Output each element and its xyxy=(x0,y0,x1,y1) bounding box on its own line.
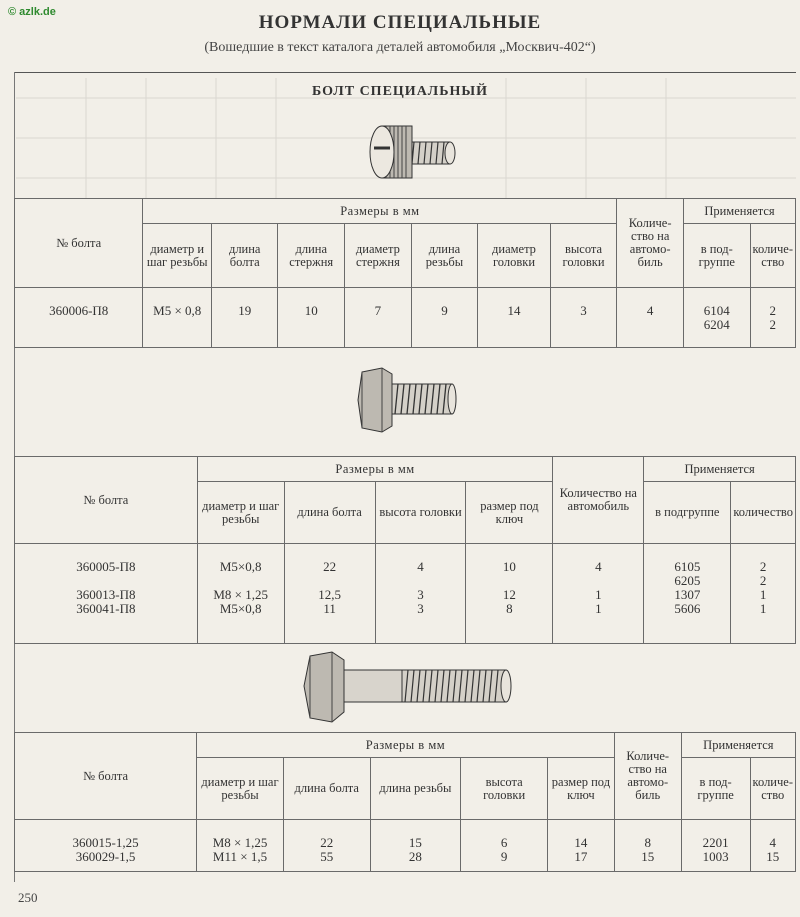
table-hex-bolt-short xyxy=(14,456,796,644)
cell-quantity: 4 15 xyxy=(750,820,795,872)
cell-qty-per-car: 8 15 xyxy=(614,820,681,872)
header-dimensions: Размеры в мм xyxy=(197,733,615,758)
hex-bolt-short-illustration xyxy=(352,366,462,434)
header-qty-per-car: Количе-ство на автомо-биль xyxy=(614,733,681,820)
cell-qty-per-car: 4 1 1 xyxy=(553,544,644,644)
knurled-bolt-illustration xyxy=(362,118,462,186)
header-head-height: высота головки xyxy=(375,482,466,544)
header-shank-diameter: диаметр стержня xyxy=(345,224,412,288)
cell-head-diameter: 14 xyxy=(478,288,551,348)
page-number: 250 xyxy=(18,890,38,905)
header-subgroup: в под-группе xyxy=(681,758,750,820)
header-wrench-size: размер под ключ xyxy=(547,758,614,820)
header-applied: Применяется xyxy=(644,457,796,482)
header-dimensions: Размеры в мм xyxy=(197,457,553,482)
frame-top-rule xyxy=(14,72,796,73)
cell-thread: М5×0,8 М8 × 1,25 М5×0,8 xyxy=(197,544,284,644)
header-head-diameter: диаметр головки xyxy=(478,224,551,288)
cell-thread-length: 15 28 xyxy=(370,820,461,872)
cell-bolt-length: 22 55 xyxy=(283,820,370,872)
header-thread-length: длина резьбы xyxy=(411,224,478,288)
header-bolt-no: № болта xyxy=(15,457,198,544)
header-thread: диаметр и шаг резьбы xyxy=(197,758,284,820)
cell-head-height: 4 3 3 xyxy=(375,544,466,644)
cell-shank-diameter: 7 xyxy=(345,288,412,348)
cell-bolt-no: 360015-1,25 360029-1,5 xyxy=(15,820,197,872)
header-shank-length: длина стержня xyxy=(278,224,345,288)
table-hex-bolt-long xyxy=(14,732,796,872)
cell-bolt-no: 360006-П8 xyxy=(15,288,143,348)
cell-thread: М8 × 1,25 М11 × 1,5 xyxy=(197,820,284,872)
header-wrench-size: размер под ключ xyxy=(466,482,553,544)
cell-thread: М5 × 0,8 xyxy=(143,288,212,348)
cell-bolt-length: 22 12,5 11 xyxy=(284,544,375,644)
header-thread: диаметр и шаг резьбы xyxy=(143,224,212,288)
cell-quantity: 2 2 xyxy=(750,288,795,348)
header-qty-per-car: Количе-ство на автомо-биль xyxy=(617,199,684,288)
cell-quantity: 2 2 1 1 xyxy=(731,544,796,644)
header-bolt-length: длина болта xyxy=(284,482,375,544)
cell-subgroup: 2201 1003 xyxy=(681,820,750,872)
table-row xyxy=(15,288,796,348)
cell-thread-length: 9 xyxy=(411,288,478,348)
header-qty-per-car: Количество на автомобиль xyxy=(553,457,644,544)
header-applied: Применяется xyxy=(683,199,795,224)
header-thread: диаметр и шаг резьбы xyxy=(197,482,284,544)
header-quantity: количе-ство xyxy=(750,224,795,288)
header-subgroup: в под-группе xyxy=(683,224,750,288)
header-thread-length: длина резьбы xyxy=(370,758,461,820)
cell-subgroup: 6104 6204 xyxy=(683,288,750,348)
cell-bolt-no: 360005-П8 360013-П8 360041-П8 xyxy=(15,544,198,644)
header-subgroup: в подгруппе xyxy=(644,482,731,544)
cell-subgroup: 6105 6205 1307 5606 xyxy=(644,544,731,644)
header-quantity: количество xyxy=(731,482,796,544)
header-quantity: количе-ство xyxy=(750,758,795,820)
section-title: БОЛТ СПЕЦИАЛЬНЫЙ xyxy=(311,84,489,99)
header-bolt-length: длина болта xyxy=(283,758,370,820)
cell-head-height: 3 xyxy=(550,288,617,348)
cell-bolt-length: 19 xyxy=(212,288,278,348)
header-bolt-no: № болта xyxy=(15,199,143,288)
cell-shank-length: 10 xyxy=(278,288,345,348)
cell-head-height: 6 9 xyxy=(461,820,548,872)
table-row xyxy=(15,820,796,872)
watermark: © azlk.de xyxy=(8,6,56,18)
header-head-height: высота головки xyxy=(461,758,548,820)
header-bolt-no: № болта xyxy=(15,733,197,820)
cell-wrench-size: 10 12 8 xyxy=(466,544,553,644)
hex-bolt-long-illustration xyxy=(296,650,516,724)
page-title: НОРМАЛИ СПЕЦИАЛЬНЫЕ xyxy=(258,12,542,33)
cell-wrench-size: 14 17 xyxy=(547,820,614,872)
header-bolt-length: длина болта xyxy=(212,224,278,288)
table-knurled-bolt xyxy=(14,198,796,348)
cell-qty-per-car: 4 xyxy=(617,288,684,348)
header-dimensions: Размеры в мм xyxy=(143,199,617,224)
page-subtitle: (Вошедшие в текст каталога деталей автомобиля „Москвич-402“) xyxy=(204,40,596,55)
table-row xyxy=(15,544,796,644)
header-head-height: высота головки xyxy=(550,224,617,288)
header-applied: Применяется xyxy=(681,733,795,758)
